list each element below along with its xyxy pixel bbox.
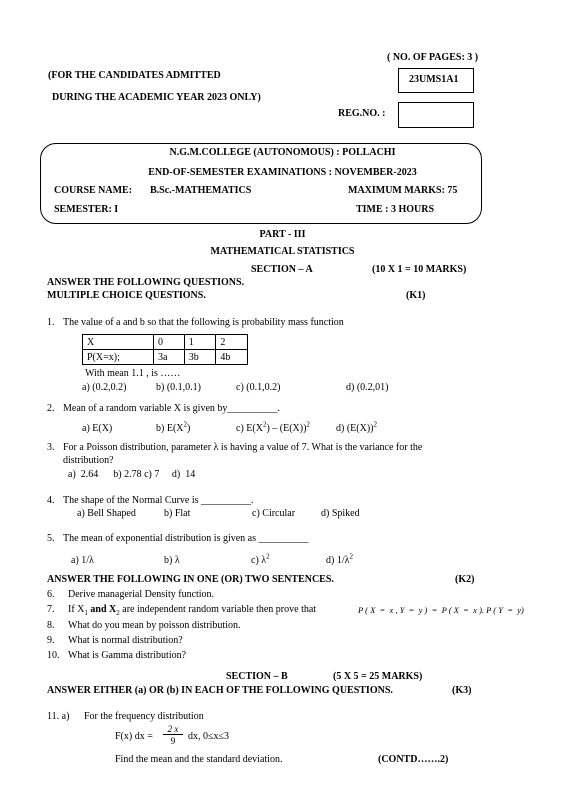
short-answer-instruction: ANSWER THE FOLLOWING IN ONE (OR) TWO SENTENCES. bbox=[47, 574, 334, 585]
table-cell: 2 bbox=[216, 335, 248, 350]
q11-find: Find the mean and the standard deviation. bbox=[115, 754, 283, 765]
q5-number: 5. bbox=[47, 533, 55, 544]
q8-number: 8. bbox=[47, 620, 55, 631]
subject-heading: MATHEMATICAL STATISTICS bbox=[210, 246, 355, 257]
reg-no-box bbox=[398, 102, 474, 128]
section-a-instruction: ANSWER THE FOLLOWING QUESTIONS. bbox=[47, 277, 245, 288]
exam-name: END-OF-SEMESTER EXAMINATIONS : NOVEMBER-2023 bbox=[148, 167, 417, 178]
course-name-label: COURSE NAME: bbox=[54, 185, 133, 196]
q5-option-c: c) $\lambda^2$ bbox=[251, 552, 270, 566]
q4-text: The shape of the Normal Curve is __________. bbox=[63, 495, 254, 506]
table-row bbox=[83, 350, 248, 365]
q1-option-b: b) (0.1,0.1) bbox=[156, 382, 201, 393]
q2-option-a: a) E(X) bbox=[82, 423, 113, 434]
q11-text: For the frequency distribution bbox=[84, 711, 204, 722]
table-cell: 4b bbox=[216, 350, 248, 365]
table-row bbox=[83, 335, 248, 350]
q11-formula-right: dx, 0≤x≤3 bbox=[188, 731, 229, 742]
q4-option-a: a) Bell Shaped bbox=[77, 508, 136, 519]
q2-text: Mean of a random variable X is given by__________. bbox=[63, 403, 280, 414]
q1-option-d: d) (0.2,01) bbox=[346, 382, 389, 393]
q4-number: 4. bbox=[47, 495, 55, 506]
q7-text: If $X_1$ and $X_2$ are independent random variable then prove that bbox=[68, 604, 317, 617]
q6-text: Derive managerial Density function. bbox=[68, 589, 215, 600]
course-code: 23UMS1A1 bbox=[409, 74, 459, 85]
q1-mean: With mean 1.1 , is …… bbox=[85, 368, 181, 379]
table-cell: X bbox=[83, 335, 154, 350]
q7-number: 7. bbox=[47, 604, 55, 615]
q1-option-a: a) (0.2,0.2) bbox=[82, 382, 127, 393]
semester: SEMESTER: I bbox=[54, 204, 119, 215]
q11-formula-left: F(x) dx = bbox=[115, 731, 153, 742]
max-marks: MAXIMUM MARKS: 75 bbox=[348, 185, 458, 196]
q2-option-c: c) $E(X^2) - (E(X))^2$ bbox=[236, 420, 310, 434]
q9-text: What is normal distribution? bbox=[68, 635, 183, 646]
q8-text: What do you mean by poisson distribution. bbox=[68, 620, 241, 631]
college-name: N.G.M.COLLEGE (AUTONOMOUS) : POLLACHI bbox=[169, 147, 396, 158]
reg-no-label: REG.NO. : bbox=[338, 108, 386, 119]
table-cell: 1 bbox=[184, 335, 216, 350]
q2-option-d: d) $(E(X))^2$ bbox=[336, 420, 377, 434]
q11-fraction bbox=[163, 724, 183, 746]
q5-option-b: b) λ bbox=[164, 555, 180, 566]
fraction-numerator: 2 x bbox=[163, 724, 183, 735]
part-heading: PART - III bbox=[259, 229, 306, 240]
section-a-title: SECTION – A bbox=[251, 264, 313, 275]
mcq-instruction: MULTIPLE CHOICE QUESTIONS. bbox=[47, 290, 206, 301]
q4-option-b: b) Flat bbox=[164, 508, 191, 519]
q5-option-a: a) 1/λ bbox=[71, 555, 94, 566]
page-count: ( NO. OF PAGES: 3 ) bbox=[387, 52, 479, 63]
q1-option-c: c) (0.1,0.2) bbox=[236, 382, 281, 393]
q11-number: 11. a) bbox=[47, 711, 70, 722]
table-cell: 3b bbox=[184, 350, 216, 365]
q5-text: The mean of exponential distribution is given as __________ bbox=[63, 533, 309, 544]
q3-options: a) 2.64 b) 2.78 c) 7 d) 14 bbox=[68, 469, 196, 480]
exam-time: TIME : 3 HOURS bbox=[356, 204, 435, 215]
q10-text: What is Gamma distribution? bbox=[68, 650, 187, 661]
q2-option-b: b) $E(X^2)$ bbox=[156, 420, 191, 434]
k1-level: (K1) bbox=[406, 290, 426, 301]
k2-level: (K2) bbox=[455, 574, 475, 585]
course-name-value: B.Sc.-MATHEMATICS bbox=[150, 185, 252, 196]
q1-text: The value of a and b so that the following is probability mass function bbox=[63, 317, 344, 328]
pmf-table bbox=[82, 334, 248, 365]
section-b-marks: (5 X 5 = 25 MARKS) bbox=[333, 671, 423, 682]
q2-number: 2. bbox=[47, 403, 55, 414]
q3-text-line-2: distribution? bbox=[63, 455, 114, 466]
q5-option-d: d) $1/\lambda^2$ bbox=[326, 552, 353, 566]
section-a-marks: (10 X 1 = 10 MARKS) bbox=[372, 264, 467, 275]
q4-option-c: c) Circular bbox=[252, 508, 296, 519]
section-b-title: SECTION – B bbox=[226, 671, 288, 682]
q3-number: 3. bbox=[47, 442, 55, 453]
q3-text-line-1: For a Poisson distribution, parameter λ is having a value of 7. What is the variance for the bbox=[63, 442, 423, 453]
continued-note: (CONTD…….2) bbox=[378, 754, 449, 765]
section-b-instruction: ANSWER EITHER (a) OR (b) IN EACH OF THE FOLLOWING QUESTIONS. bbox=[47, 685, 393, 696]
table-cell: 3a bbox=[154, 350, 185, 365]
table-cell: P(X=x); bbox=[83, 350, 154, 365]
q1-number: 1. bbox=[47, 317, 55, 328]
k3-level: (K3) bbox=[452, 685, 472, 696]
q4-option-d: d) Spiked bbox=[321, 508, 360, 519]
q9-number: 9. bbox=[47, 635, 55, 646]
candidates-line-2: DURING THE ACADEMIC YEAR 2023 ONLY) bbox=[52, 92, 261, 103]
q10-number: 10. bbox=[47, 650, 60, 661]
table-cell: 0 bbox=[154, 335, 185, 350]
course-code-box bbox=[398, 68, 474, 93]
candidates-line-1: (FOR THE CANDIDATES ADMITTED bbox=[48, 70, 221, 81]
q6-number: 6. bbox=[47, 589, 55, 600]
fraction-denominator: 9 bbox=[170, 736, 176, 746]
q7-formula: P ( X = x , Y = y ) = P ( X = x ). P ( Y = y) bbox=[358, 605, 524, 615]
